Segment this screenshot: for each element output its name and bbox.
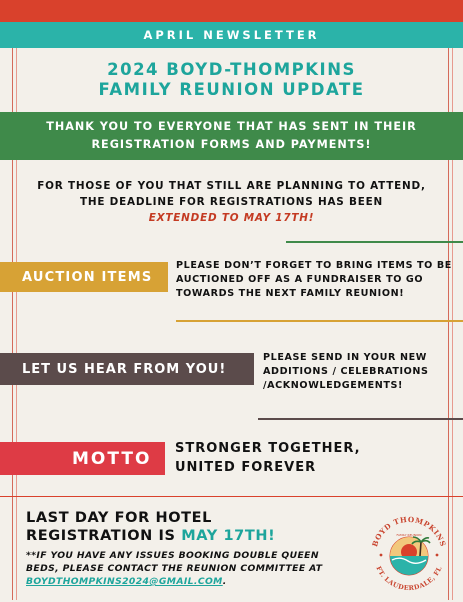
auction-items-tag: AUCTION ITEMS: [0, 262, 168, 292]
family-reunion-logo: [366, 512, 452, 598]
thank-you-line-2: REGISTRATION FORMS AND PAYMENTS!: [91, 138, 372, 151]
title-line-1: 2024 BOYD-THOMPKINS: [107, 60, 356, 79]
gold-divider: [176, 320, 463, 322]
hear-line-2: ADDITIONS / CELEBRATIONS: [263, 366, 429, 377]
auction-line-1: PLEASE DON’T FORGET TO BRING ITEMS TO BE: [176, 260, 452, 271]
hotel-deadline: [26, 509, 356, 545]
hotel-line-1: LAST DAY FOR HOTEL: [26, 510, 213, 526]
deadline-extended: EXTENDED TO MAY 17TH!: [148, 212, 315, 224]
motto-line-1: STRONGER TOGETHER,: [175, 441, 361, 456]
palm-tree-icon: [420, 542, 421, 556]
note-line-2: BEDS, PLEASE CONTACT THE REUNION COMMITTEE AT: [26, 563, 323, 574]
newsletter-kicker: APRIL NEWSLETTER: [143, 28, 320, 42]
thank-you-line-1: THANK YOU TO EVERYONE THAT HAS SENT IN THEIR: [46, 120, 417, 133]
auction-line-3: TOWARDS THE NEXT FAMILY REUNION!: [176, 288, 405, 299]
brown-divider: [258, 418, 463, 420]
hear-line-1: PLEASE SEND IN YOUR NEW: [263, 352, 427, 363]
hear-description: [263, 351, 461, 393]
green-divider: [286, 241, 463, 243]
thank-you-message: [0, 112, 463, 160]
email-suffix: .: [222, 576, 227, 587]
red-divider: [0, 496, 463, 497]
hotel-line-2: [26, 527, 356, 545]
auction-line-2: AUCTIONED OFF AS A FUNDRAISER TO GO: [176, 274, 424, 285]
motto-tag: MOTTO: [0, 442, 165, 475]
logo-bottom-text: FT. LAUDERDALE, FL: [374, 564, 444, 593]
deadline-line-1: FOR THOSE OF YOU THAT STILL ARE PLANNING TO ATTEND,: [37, 180, 426, 192]
logo-graphic: [366, 512, 452, 598]
logo-dot-left: [380, 554, 383, 557]
logo-dot-right: [436, 554, 439, 557]
note-line-1: **IF YOU HAVE ANY ISSUES BOOKING DOUBLE QUEEN: [26, 550, 319, 561]
hear-from-you-tag: LET US HEAR FROM YOU!: [0, 353, 254, 385]
hotel-line-2-prefix: REGISTRATION IS: [26, 528, 182, 544]
title-line-2: FAMILY REUNION UPDATE: [98, 80, 365, 99]
auction-description: [176, 259, 461, 301]
hear-line-3: /ACKNOWLEDGEMENTS!: [263, 380, 403, 391]
note-line-3: [26, 575, 356, 588]
contact-email-link[interactable]: BOYDTHOMPKINS2024@GMAIL.COM: [26, 576, 223, 587]
logo-top-text: BOYD THOMPKINS: [370, 514, 448, 548]
hotel-note: [26, 549, 356, 588]
logo-sub-text: FAMILY REUNION: [396, 533, 422, 537]
page-title: [0, 60, 463, 100]
deadline-notice: [20, 178, 443, 226]
motto-line-2: UNITED FOREVER: [175, 460, 317, 475]
hotel-date-highlight: MAY 17TH!: [181, 528, 276, 544]
motto-text: [175, 439, 455, 477]
deadline-line-2: THE DEADLINE FOR REGISTRATIONS HAS BEEN: [79, 196, 384, 208]
top-red-band: [0, 0, 463, 22]
